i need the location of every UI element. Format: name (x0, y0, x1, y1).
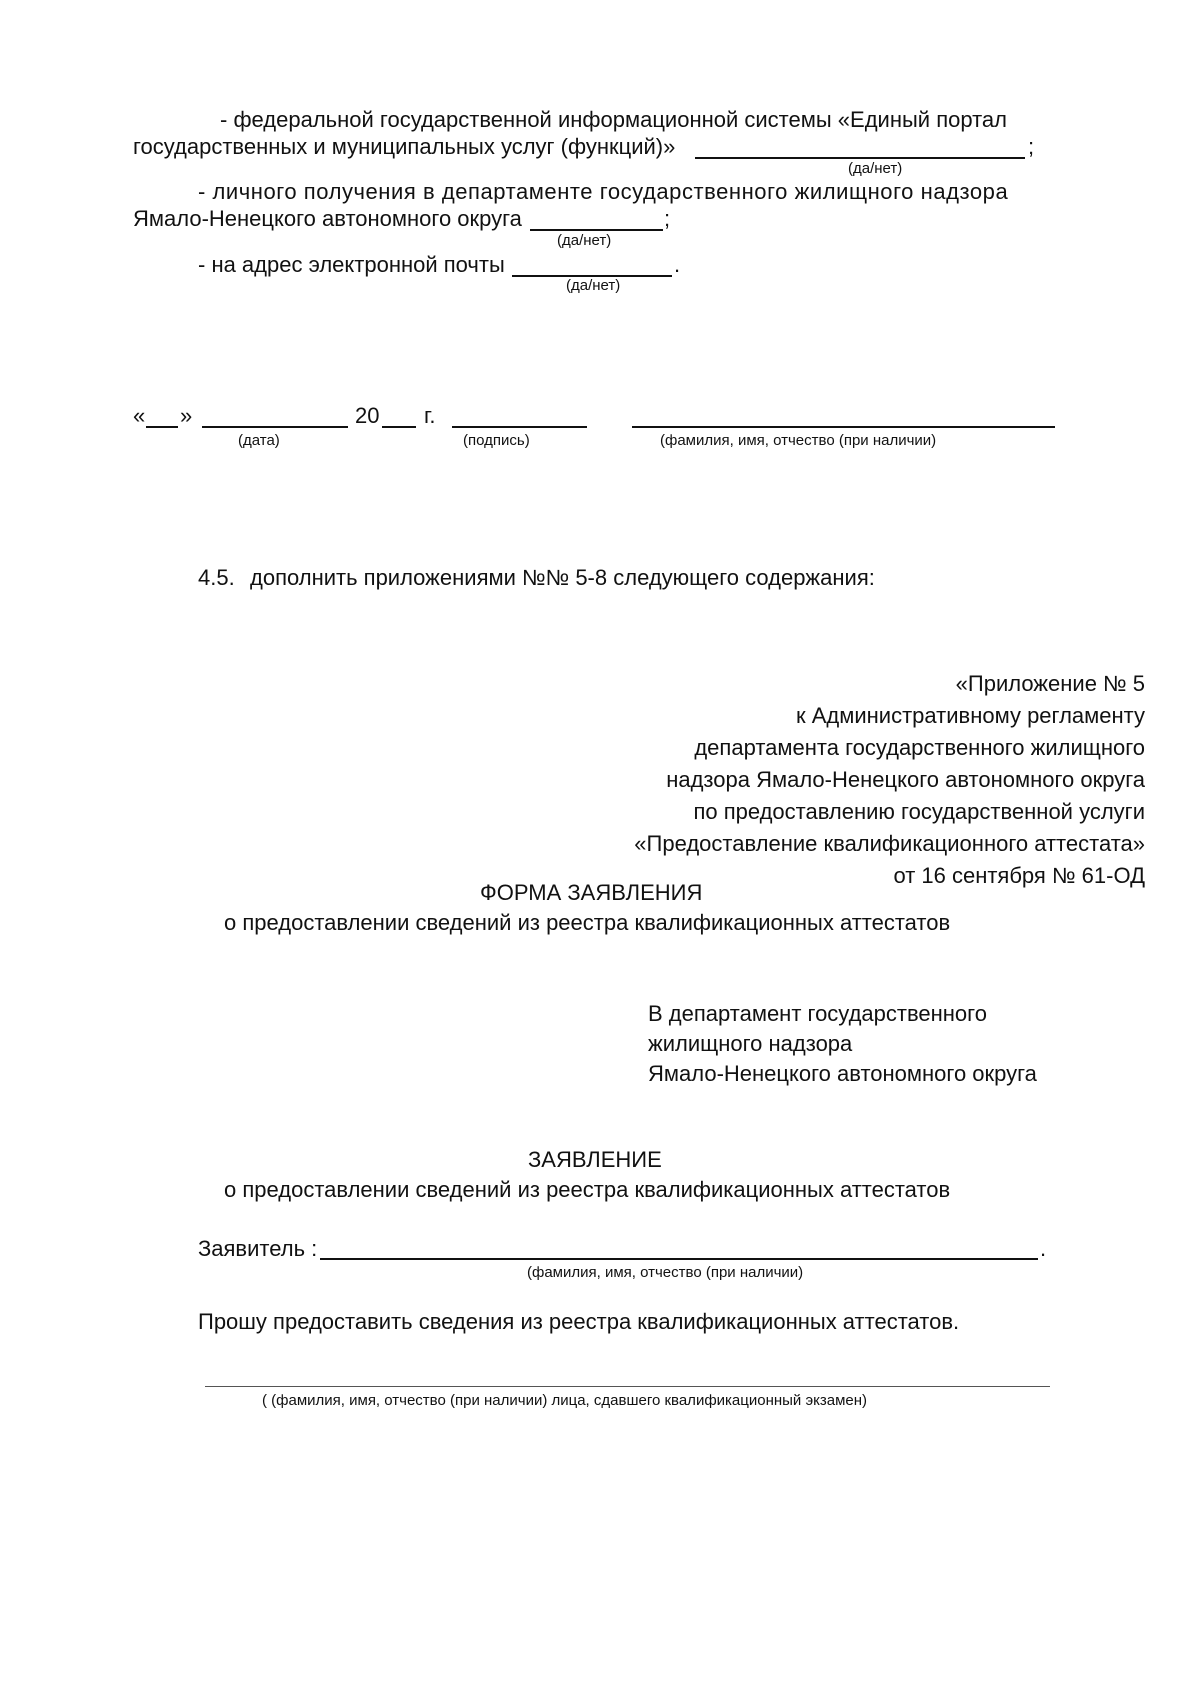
option-3-period: . (674, 252, 681, 277)
request-text: Прошу предоставить сведения из реестра квалификационных аттестатов. (198, 1309, 960, 1334)
option-1-line-b: государственных и муниципальных услуг (функций)» (133, 134, 676, 159)
full-name-blank (632, 426, 1055, 428)
examinee-caption: ( (фамилия, имя, отчество (при наличии) лица, сдавшего квалификационный экзамен) (262, 1392, 868, 1409)
option-2-semicolon: ; (664, 206, 671, 231)
appendix-line: от 16 сентября № 61-ОД (893, 863, 1145, 888)
option-1-blank (695, 157, 1025, 159)
option-1-caption: (да/нет) (848, 160, 903, 177)
date-caption: (дата) (238, 432, 280, 449)
signature-caption: (подпись) (463, 432, 530, 449)
appendix-header (634, 668, 1145, 892)
appendix-line: «Приложение № 5 (955, 671, 1145, 696)
date-year-suffix: г. (424, 403, 436, 428)
form-title: ФОРМА ЗАЯВЛЕНИЯ (480, 880, 703, 905)
date-open-quote: « (133, 403, 146, 428)
appendix-line: по предоставлению государственной услуги (693, 799, 1145, 824)
applicant-caption: (фамилия, имя, отчество (при наличии) (527, 1264, 804, 1281)
item-text: дополнить приложениями №№ 5-8 следующего содержания: (250, 565, 875, 590)
date-year-prefix: 20 (355, 403, 380, 428)
appendix-line: надзора Ямало-Ненецкого автономного округа (666, 767, 1145, 792)
applicant-blank (320, 1258, 1038, 1260)
addressee-line: Ямало-Ненецкого автономного округа (648, 1061, 1037, 1086)
option-2-line-a: - личного получения в департаменте государственного жилищного надзора (198, 179, 1009, 204)
signature-blank (452, 426, 587, 428)
appendix-line: «Предоставление квалификационного аттестата» (634, 831, 1145, 856)
applicant-period: . (1040, 1236, 1047, 1261)
option-2-line-b: Ямало-Ненецкого автономного округа (133, 206, 522, 231)
applicant-label: Заявитель : (198, 1236, 318, 1261)
addressee-line: В департамент государственного (648, 1001, 987, 1026)
addressee-line: жилищного надзора (648, 1031, 853, 1056)
option-2-blank (530, 229, 663, 231)
date-day-blank (146, 426, 178, 428)
option-1-semicolon: ; (1028, 134, 1035, 159)
item-number: 4.5. (198, 565, 235, 590)
full-name-caption: (фамилия, имя, отчество (при наличии) (660, 432, 937, 449)
date-year-blank (382, 426, 416, 428)
application-title: ЗАЯВЛЕНИЕ (528, 1147, 662, 1172)
option-3-caption: (да/нет) (566, 277, 621, 294)
date-close-quote: » (180, 403, 193, 428)
form-subtitle: о предоставлении сведений из реестра квалификационных аттестатов (224, 910, 951, 935)
option-1-line-a: - федеральной государственной информационной системы «Единый портал (220, 107, 1007, 132)
application-subtitle: о предоставлении сведений из реестра квалификационных аттестатов (224, 1177, 951, 1202)
option-2-caption: (да/нет) (557, 232, 612, 249)
date-month-blank (202, 426, 348, 428)
option-3-line: - на адрес электронной почты (198, 252, 505, 277)
appendix-line: к Административному регламенту (795, 703, 1145, 728)
examinee-blank (205, 1386, 1050, 1387)
appendix-line: департамента государственного жилищного (694, 735, 1145, 760)
addressee-block (648, 999, 1037, 1089)
